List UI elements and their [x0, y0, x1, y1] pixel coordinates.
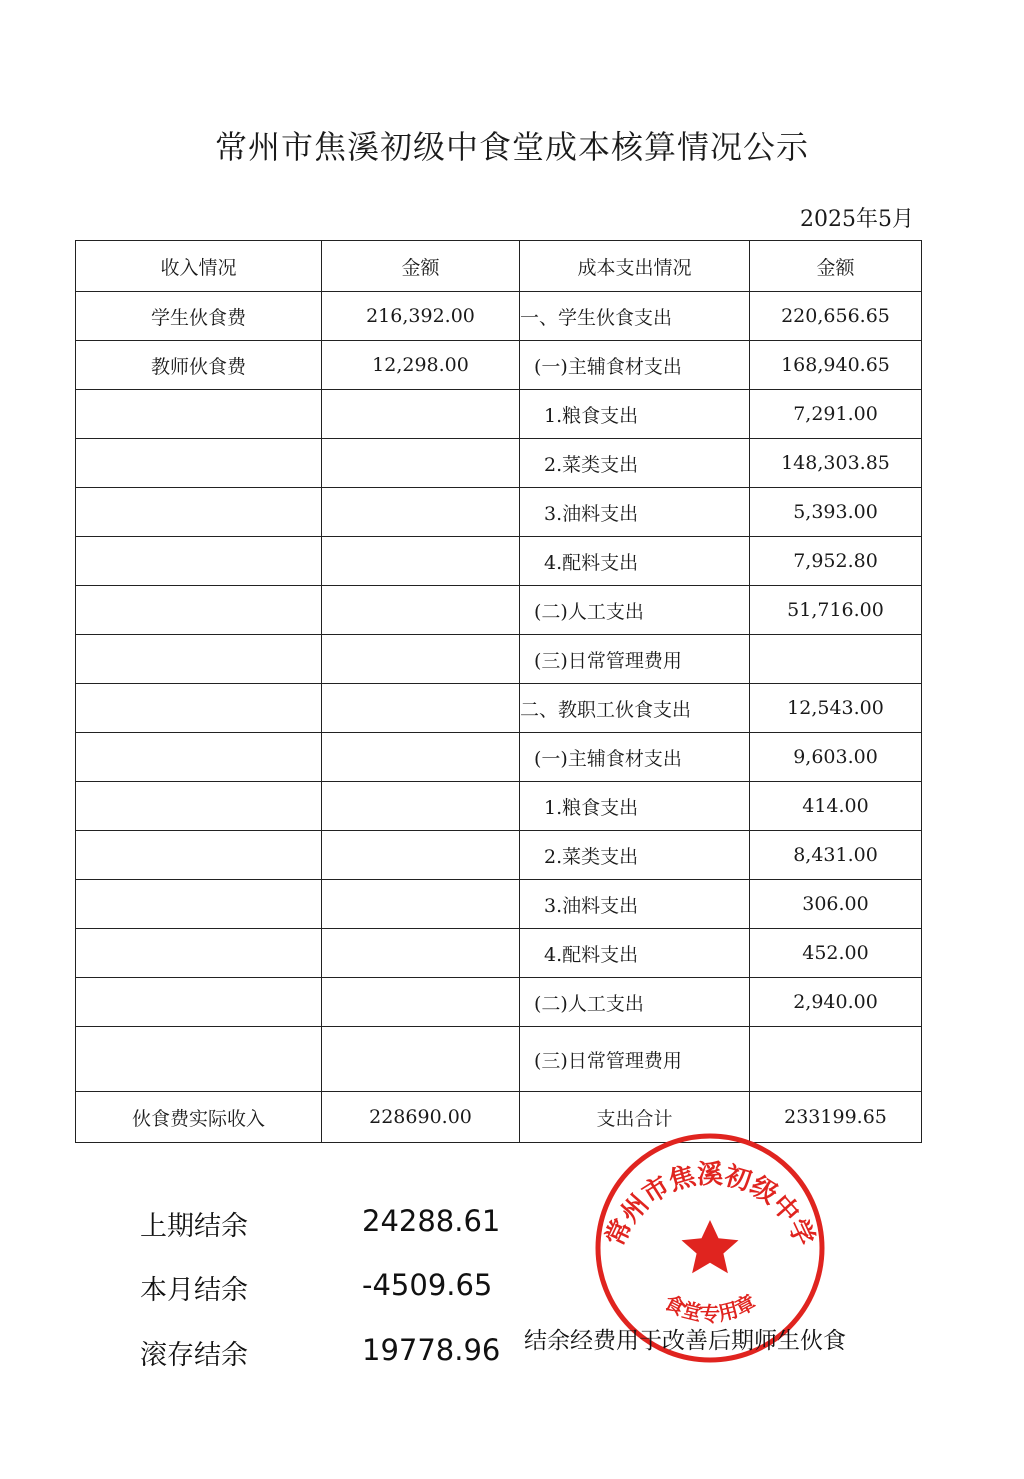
income-item [76, 880, 322, 929]
cost-item: 4.配料支出 [520, 929, 750, 978]
summary-value: -4509.65 [362, 1268, 493, 1302]
income-amount [322, 782, 520, 831]
income-item [76, 782, 322, 831]
income-item [76, 488, 322, 537]
income-item: 学生伙食费 [76, 292, 322, 341]
cost-amount: 12,543.00 [750, 684, 922, 733]
income-amount [322, 586, 520, 635]
summary-value: 24288.61 [362, 1204, 501, 1238]
cost-amount: 51,716.00 [750, 586, 922, 635]
cost-amount: 7,952.80 [750, 537, 922, 586]
balance-usage-note: 结余经费用于改善后期师生伙食 [524, 1328, 846, 1354]
cost-item: (一)主辅食材支出 [520, 341, 750, 390]
header-cost-amount: 金额 [750, 241, 922, 292]
cost-item: 2.菜类支出 [520, 439, 750, 488]
table-row [76, 733, 922, 782]
summary-month-balance [140, 1268, 540, 1318]
cost-amount: 9,603.00 [750, 733, 922, 782]
table-row [76, 488, 922, 537]
header-income-amount: 金额 [322, 241, 520, 292]
income-amount [322, 1027, 520, 1092]
cost-item: (二)人工支出 [520, 978, 750, 1027]
income-amount [322, 684, 520, 733]
page-title: 常州市焦溪初级中食堂成本核算情况公示 [214, 128, 809, 166]
income-amount: 12,298.00 [322, 341, 520, 390]
cost-item: 3.油料支出 [520, 880, 750, 929]
cost-amount: 2,940.00 [750, 978, 922, 1027]
income-item [76, 978, 322, 1027]
cost-amount: 452.00 [750, 929, 922, 978]
income-amount [322, 390, 520, 439]
total-cost-label: 支出合计 [520, 1092, 750, 1143]
income-item [76, 586, 322, 635]
cost-item: 4.配料支出 [520, 537, 750, 586]
cost-item: (三)日常管理费用 [520, 635, 750, 684]
total-income-label: 伙食费实际收入 [76, 1092, 322, 1143]
cost-amount: 306.00 [750, 880, 922, 929]
income-amount [322, 929, 520, 978]
cost-amount: 414.00 [750, 782, 922, 831]
table-row [76, 684, 922, 733]
income-item [76, 929, 322, 978]
cost-item: 2.菜类支出 [520, 831, 750, 880]
cost-amount: 5,393.00 [750, 488, 922, 537]
cost-item: 一、学生伙食支出 [520, 292, 750, 341]
cost-amount: 8,431.00 [750, 831, 922, 880]
table-row [76, 586, 922, 635]
cost-amount [750, 635, 922, 684]
income-amount [322, 537, 520, 586]
table-row [76, 635, 922, 684]
cost-item: 1.粮食支出 [520, 390, 750, 439]
table-row [76, 292, 922, 341]
report-date: 2025年5月 [800, 207, 914, 232]
summary-label: 上期结余 [140, 1211, 248, 1242]
table-row [76, 782, 922, 831]
cost-item: (一)主辅食材支出 [520, 733, 750, 782]
income-amount [322, 635, 520, 684]
total-cost-amount: 233199.65 [750, 1092, 922, 1143]
seal-top-text: 常州市焦溪初级中学 [600, 1160, 820, 1251]
cost-amount: 148,303.85 [750, 439, 922, 488]
summary-label: 本月结余 [140, 1275, 248, 1306]
summary-label: 滚存结余 [140, 1340, 248, 1371]
income-item [76, 439, 322, 488]
seal-bottom-text: 食堂专用章 [660, 1289, 760, 1326]
table-row [76, 978, 922, 1027]
income-amount [322, 880, 520, 929]
summary-rolling-balance [140, 1333, 540, 1383]
cost-amount: 220,656.65 [750, 292, 922, 341]
income-item [76, 1027, 322, 1092]
table-header-row [76, 241, 922, 292]
income-item [76, 684, 322, 733]
summary-previous-balance [140, 1204, 540, 1254]
table-row [76, 831, 922, 880]
income-amount [322, 439, 520, 488]
header-income: 收入情况 [76, 241, 322, 292]
cost-amount: 168,940.65 [750, 341, 922, 390]
table-row [76, 929, 922, 978]
income-item [76, 390, 322, 439]
income-amount [322, 488, 520, 537]
cost-item: 3.油料支出 [520, 488, 750, 537]
table-row [76, 880, 922, 929]
table-row [76, 537, 922, 586]
income-amount [322, 733, 520, 782]
table-row [76, 390, 922, 439]
income-item [76, 831, 322, 880]
header-cost: 成本支出情况 [520, 241, 750, 292]
table-row [76, 1027, 922, 1092]
cost-item: 二、教职工伙食支出 [520, 684, 750, 733]
cost-accounting-table [75, 240, 922, 1143]
total-income-amount: 228690.00 [322, 1092, 520, 1143]
cost-amount: 7,291.00 [750, 390, 922, 439]
income-amount: 216,392.00 [322, 292, 520, 341]
income-item [76, 635, 322, 684]
seal-star-icon [682, 1220, 739, 1273]
summary-value: 19778.96 [362, 1333, 501, 1367]
cost-item: 1.粮食支出 [520, 782, 750, 831]
income-item: 教师伙食费 [76, 341, 322, 390]
table-row [76, 439, 922, 488]
income-amount [322, 831, 520, 880]
cost-item: (二)人工支出 [520, 586, 750, 635]
cost-item: (三)日常管理费用 [520, 1027, 750, 1092]
income-amount [322, 978, 520, 1027]
table-row [76, 341, 922, 390]
income-item [76, 537, 322, 586]
income-item [76, 733, 322, 782]
cost-amount [750, 1027, 922, 1092]
